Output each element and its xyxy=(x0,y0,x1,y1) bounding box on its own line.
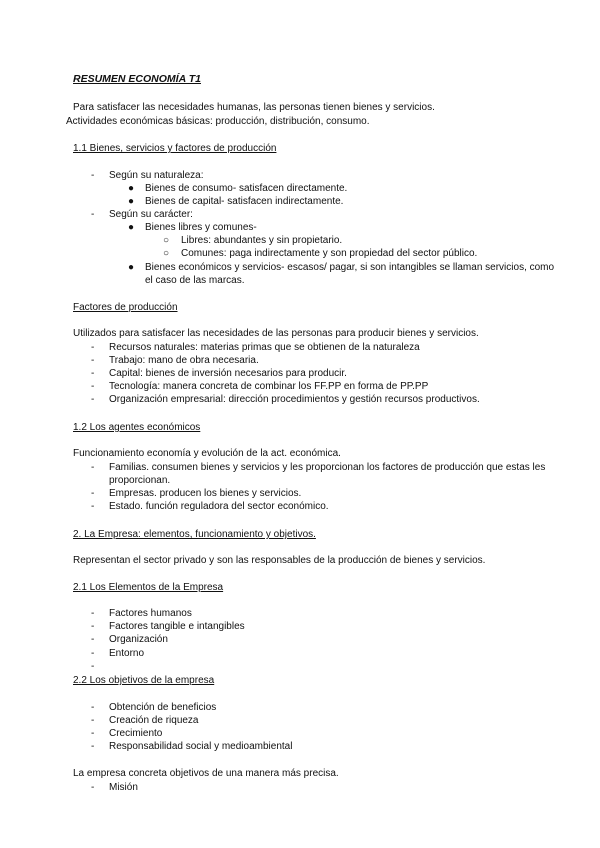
list-item-comunes: Comunes: paga indirectamente y son propiedad del sector público. xyxy=(181,248,478,259)
dash-bullet-icon: - xyxy=(91,209,95,220)
dash-bullet-icon: - xyxy=(91,634,95,645)
bullet-circle-icon: ○ xyxy=(163,235,170,246)
list-item: Responsabilidad social y medioambiental xyxy=(109,741,293,752)
list-item-familias-line-1: Familias. consumen bienes y servicios y les proporcionan los factores de producción que estas les xyxy=(109,462,546,473)
dash-bullet-icon: - xyxy=(91,621,95,632)
list-item-libres: Libres: abundantes y sin propietario. xyxy=(181,235,343,246)
dash-bullet-icon: - xyxy=(91,782,95,793)
list-item-naturaleza: Según su naturaleza: xyxy=(109,170,204,181)
list-item: Trabajo: mano de obra necesaria. xyxy=(109,355,259,366)
agentes-intro: Funcionamiento economía y evolución de la act. económica. xyxy=(73,448,341,459)
list-item: Organización empresarial: dirección procedimientos y gestión recursos productivos. xyxy=(109,394,480,405)
dash-bullet-icon: - xyxy=(91,462,95,473)
factores-intro: Utilizados para satisfacer las necesidades de las personas para producir bienes y servicios. xyxy=(73,328,479,339)
section-heading-2: 2. La Empresa: elementos, funcionamiento y objetivos. xyxy=(73,529,316,540)
objetivos-concreta: La empresa concreta objetivos de una manera más precisa. xyxy=(73,768,339,779)
list-item-mision: Misión xyxy=(109,782,138,793)
list-item-caracter: Según su carácter: xyxy=(109,209,193,220)
list-item: Entorno xyxy=(109,648,145,659)
dash-bullet-icon: - xyxy=(91,342,95,353)
section-heading-2-2: 2.2 Los objetivos de la empresa xyxy=(73,675,215,686)
list-item: Factores humanos xyxy=(109,608,192,619)
list-item-economicos-line-2: el caso de las marcas. xyxy=(145,275,245,286)
bullet-dot-icon: ● xyxy=(128,262,135,273)
list-item: Crecimiento xyxy=(109,728,163,739)
dash-bullet-icon: - xyxy=(91,368,95,379)
list-item: Factores tangible e intangibles xyxy=(109,621,245,632)
list-item: Capital: bienes de inversión necesarios para producir. xyxy=(109,368,347,379)
list-item-empresas: Empresas. producen los bienes y servicios. xyxy=(109,488,302,499)
section-heading-2-1: 2.1 Los Elementos de la Empresa xyxy=(73,582,224,593)
list-item-libres-comunes: Bienes libres y comunes- xyxy=(145,222,257,233)
list-item-estado: Estado. función reguladora del sector económico. xyxy=(109,501,329,512)
section-heading-factores: Factores de producción xyxy=(73,302,178,313)
bullet-dot-icon: ● xyxy=(128,196,135,207)
empresa-intro: Representan el sector privado y son las responsables de la producción de bienes y servicios. xyxy=(73,555,486,566)
dash-bullet-icon: - xyxy=(91,608,95,619)
page-title: RESUMEN ECONOMÍA T1 xyxy=(73,73,201,85)
dash-bullet-icon: - xyxy=(91,702,95,713)
intro-line-1: Para satisfacer las necesidades humanas, las personas tienen bienes y servicios. xyxy=(73,102,435,113)
intro-line-2: Actividades económicas básicas: producción, distribución, consumo. xyxy=(66,116,370,127)
list-item: Tecnología: manera concreta de combinar los FF.PP en forma de PP.PP xyxy=(109,381,429,392)
section-heading-1-2: 1.2 Los agentes económicos xyxy=(73,422,201,433)
bullet-dot-icon: ● xyxy=(128,222,135,233)
dash-bullet-icon: - xyxy=(91,170,95,181)
list-item-consumo: Bienes de consumo- satisfacen directamente. xyxy=(145,183,348,194)
dash-bullet-icon: - xyxy=(91,648,95,659)
section-heading-1-1: 1.1 Bienes, servicios y factores de producción xyxy=(73,143,277,154)
bullet-circle-icon: ○ xyxy=(163,248,170,259)
dash-bullet-icon: - xyxy=(91,381,95,392)
list-item-economicos-line-1: Bienes económicos y servicios- escasos/ pagar, si son intangibles se llaman servicios, como xyxy=(145,262,555,273)
dash-bullet-icon: - xyxy=(91,661,95,672)
dash-bullet-icon: - xyxy=(91,488,95,499)
bullet-dot-icon: ● xyxy=(128,183,135,194)
dash-bullet-icon: - xyxy=(91,501,95,512)
dash-bullet-icon: - xyxy=(91,741,95,752)
dash-bullet-icon: - xyxy=(91,715,95,726)
list-item: Obtención de beneficios xyxy=(109,702,217,713)
list-item-familias-line-2: proporcionan. xyxy=(109,475,171,486)
list-item-capital: Bienes de capital- satisfacen indirectamente. xyxy=(145,196,344,207)
list-item: Organización xyxy=(109,634,168,645)
dash-bullet-icon: - xyxy=(91,728,95,739)
dash-bullet-icon: - xyxy=(91,355,95,366)
dash-bullet-icon: - xyxy=(91,394,95,405)
list-item: Recursos naturales: materias primas que se obtienen de la naturaleza xyxy=(109,342,420,353)
list-item: Creación de riqueza xyxy=(109,715,199,726)
